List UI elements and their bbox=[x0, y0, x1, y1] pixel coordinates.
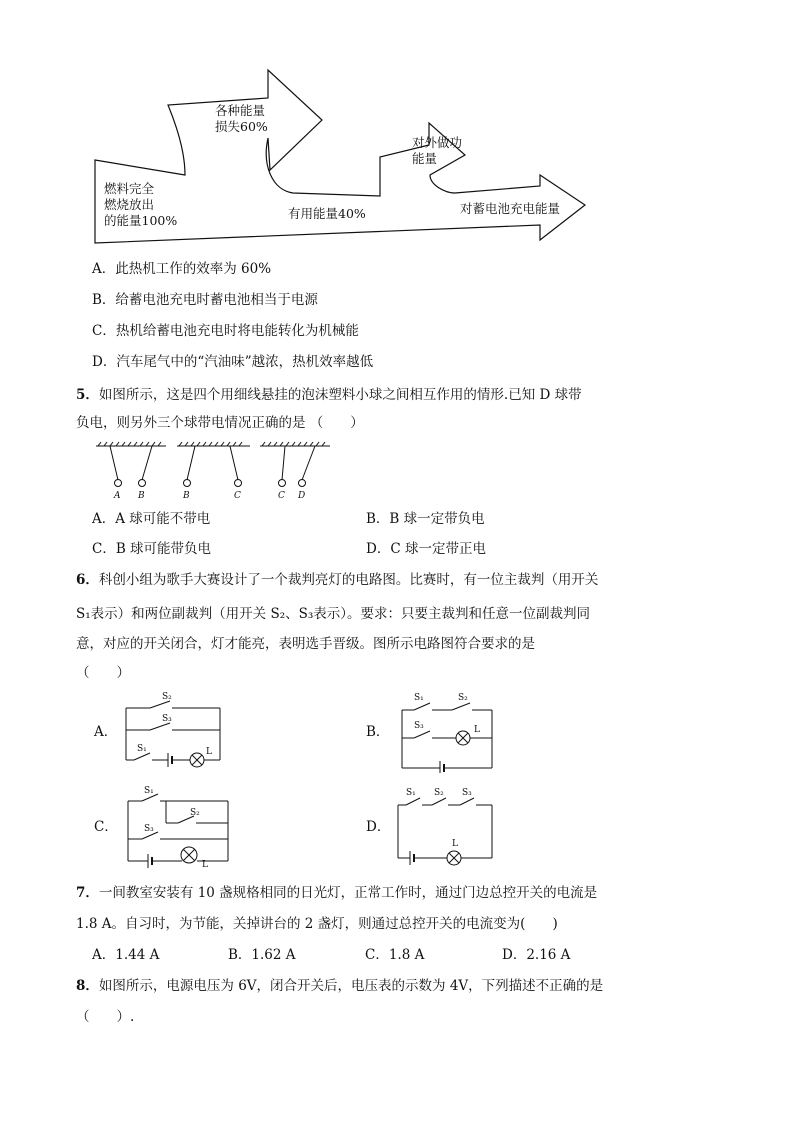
lamp-label: L bbox=[202, 860, 208, 870]
q8-stem-line1 bbox=[76, 976, 603, 996]
q6-option-a-letter[interactable]: A． bbox=[94, 724, 118, 740]
q7-option-a[interactable]: A．1.44 A bbox=[92, 947, 160, 963]
switch-label: S₃ bbox=[462, 788, 472, 798]
ball-label-c2: C bbox=[278, 491, 285, 501]
switch-label: S₁ bbox=[414, 693, 424, 703]
switch-label: S₂ bbox=[190, 808, 200, 818]
circuit-c[interactable] bbox=[118, 783, 238, 871]
q7-option-d[interactable]: D．2.16 A bbox=[502, 947, 571, 963]
ball-label-b2: B bbox=[183, 491, 190, 501]
q5-stem-line2: 负电，则另外三个球带电情况正确的是 （ ） bbox=[76, 415, 364, 431]
q5-number: 5． bbox=[76, 387, 99, 403]
circuit-d[interactable] bbox=[392, 783, 502, 871]
battery-label: 对蓄电池充电能量 bbox=[460, 201, 561, 216]
q6-stem-line1 bbox=[76, 570, 598, 590]
q5-option-d[interactable]: D．C 球一定带正电 bbox=[366, 541, 486, 557]
ball-a bbox=[115, 480, 122, 487]
switch-label: S₁ bbox=[137, 744, 147, 754]
switch-label: S₃ bbox=[144, 824, 154, 834]
switch-label: S₃ bbox=[414, 721, 424, 731]
ball-c-2 bbox=[279, 480, 286, 487]
q6-stem-line4: （ ） bbox=[76, 665, 130, 681]
q5-text-1: 如图所示，这是四个用细线悬挂的泡沫塑料小球之间相互作用的情形.已知 D 球带 bbox=[98, 387, 582, 403]
q6-option-c-letter[interactable]: C． bbox=[94, 819, 118, 835]
hanging-balls-figure bbox=[90, 440, 340, 502]
q4-option-c[interactable]: C．热机给蓄电池充电时将电能转化为机械能 bbox=[92, 323, 359, 339]
switch-label: S₂ bbox=[458, 693, 468, 703]
q7-stem-line1 bbox=[76, 883, 597, 903]
q8-number: 8． bbox=[76, 978, 99, 994]
energy-flow-diagram bbox=[90, 65, 590, 245]
q5-option-c[interactable]: C．B 球可能带负电 bbox=[92, 541, 212, 557]
q5-option-b[interactable]: B．B 球一定带负电 bbox=[366, 511, 485, 527]
q4-option-b[interactable]: B．给蓄电池充电时蓄电池相当于电源 bbox=[92, 292, 318, 308]
ball-label-d: D bbox=[298, 491, 306, 501]
q6-option-b-letter[interactable]: B． bbox=[366, 724, 390, 740]
switch-label: S₃ bbox=[162, 714, 172, 724]
q8-text-1: 如图所示，电源电压为 6V，闭合开关后，电压表的示数为 4V，下列描述不正确的是 bbox=[98, 978, 604, 994]
lamp-label: L bbox=[206, 747, 212, 757]
switch-label: S₁ bbox=[144, 786, 154, 796]
q5-stem-line1 bbox=[76, 385, 582, 405]
ball-label-c: C bbox=[234, 491, 241, 501]
loss-label-1: 各种能量 bbox=[215, 103, 266, 118]
circuit-b[interactable] bbox=[392, 688, 502, 773]
q6-option-d-letter[interactable]: D． bbox=[366, 819, 391, 835]
lamp-label: L bbox=[452, 839, 458, 849]
lamp-label: L bbox=[474, 725, 480, 735]
circuit-a[interactable] bbox=[120, 690, 230, 770]
q7-number: 7． bbox=[76, 885, 99, 901]
work-label-2: 能量 bbox=[412, 151, 438, 166]
q7-option-b[interactable]: B．1.62 A bbox=[228, 947, 296, 963]
q4-option-a[interactable]: A．此热机工作的效率为 60% bbox=[92, 261, 272, 277]
q6-stem-line3: 意，对应的开关闭合，灯才能亮，表明选手晋级。图所示电路图符合要求的是 bbox=[76, 636, 535, 652]
q4-option-d[interactable]: D．汽车尾气中的“汽油味”越浓，热机效率越低 bbox=[92, 354, 374, 370]
ball-b bbox=[139, 480, 146, 487]
ball-d bbox=[299, 480, 306, 487]
ball-c bbox=[235, 480, 242, 487]
switch-label: S₂ bbox=[162, 692, 172, 702]
fuel-label-1: 燃料完全 bbox=[104, 181, 155, 196]
q7-text-1: 一间教室安装有 10 盏规格相同的日光灯，正常工作时，通过门边总控开关的电流是 bbox=[98, 885, 598, 901]
fuel-label-2: 燃烧放出 bbox=[104, 197, 155, 212]
ball-label-b: B bbox=[138, 491, 145, 501]
ball-b-2 bbox=[184, 480, 191, 487]
q6-stem-line2: S₁表示）和两位副裁判（用开关 S₂、S₃表示）。要求：只要主裁判和任意一位副裁判同 bbox=[76, 606, 591, 622]
q6-text-1: 科创小组为歌手大赛设计了一个裁判亮灯的电路图。比赛时，有一位主裁判（用开关 bbox=[98, 572, 599, 588]
fuel-label-3: 的能量100% bbox=[104, 213, 178, 228]
q7-option-c[interactable]: C．1.8 A bbox=[365, 947, 425, 963]
switch-label: S₂ bbox=[434, 788, 444, 798]
q7-stem-line2: 1.8 A。自习时，为节能，关掉讲台的 2 盏灯，则通过总控开关的电流变为( ) bbox=[76, 916, 558, 932]
q6-number: 6． bbox=[76, 572, 99, 588]
loss-label-2: 损失60% bbox=[215, 119, 268, 134]
switch-label: S₁ bbox=[406, 788, 416, 798]
q5-option-a[interactable]: A．A 球可能不带电 bbox=[92, 511, 211, 527]
work-label-1: 对外做功 bbox=[412, 135, 463, 150]
q8-stem-line2: （ ）. bbox=[76, 1009, 135, 1025]
ball-label-a: A bbox=[114, 491, 121, 501]
useful-label: 有用能量40% bbox=[288, 206, 366, 221]
